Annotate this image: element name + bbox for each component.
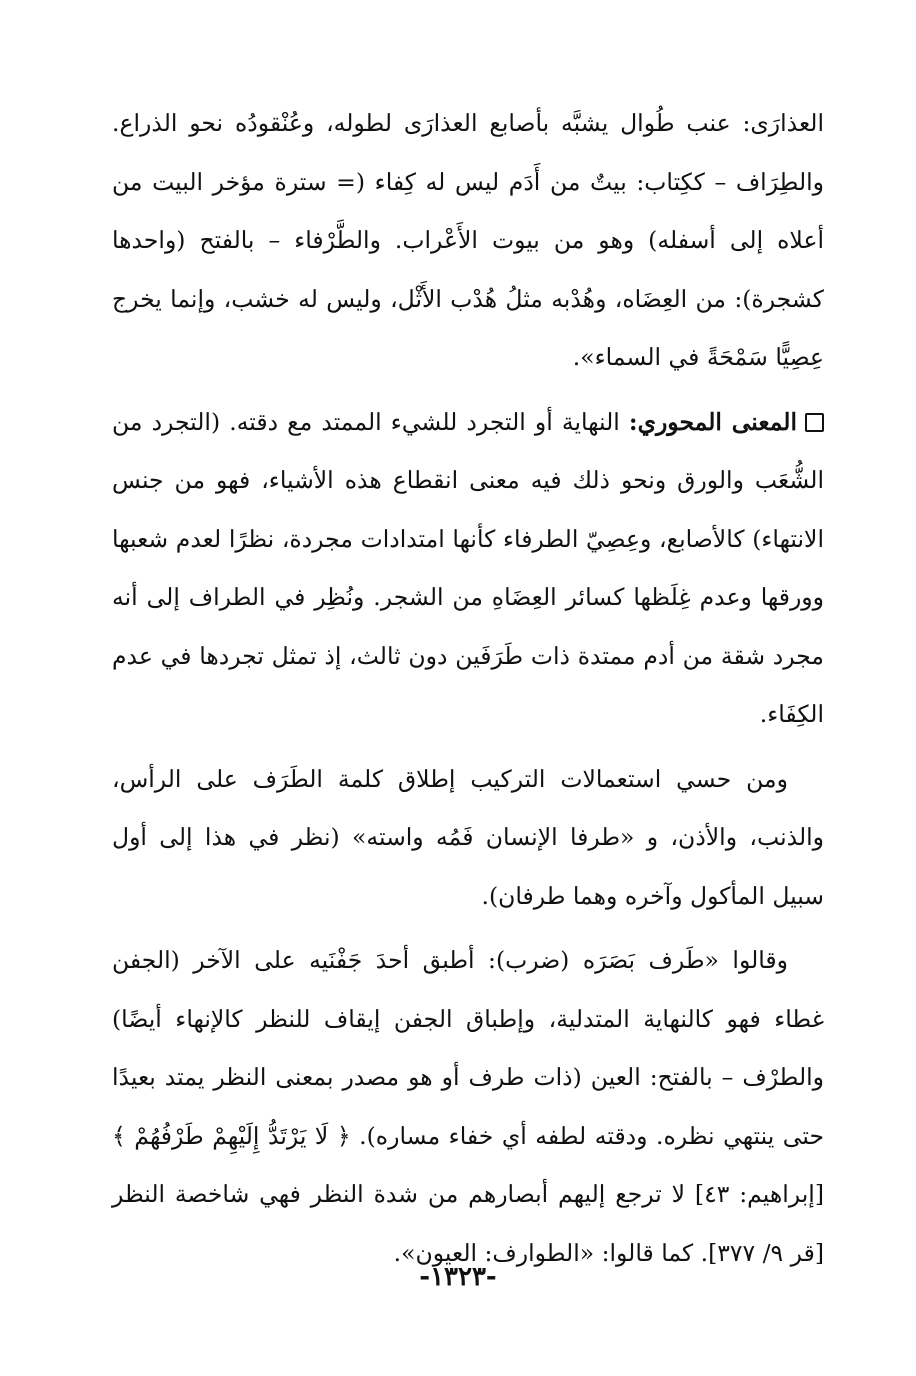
paragraph-definitions: العذارَى: عنب طُوال يشبَّه بأصابع العذارَى لطوله، وعُنْقودُه نحو الذراع. والطِرَاف – ككِتاب: بيتٌ من أَدَم ليس له كِفاء (= سترة مؤخر البيت من أعلاه إلى أسفله) وهو من بيوت الأَعْراب. والطَّرْفاء – بالفتح (واحدها كشجرة): من العِضَاه، وهُدْبه مثلُ هُدْب الأَثْل، وليس له خشب، وإنما يخرج عِصِيًّا سَمْحَةً في السماء». [112,109,824,371]
page-number: -١٣٢٣- [419,1262,497,1292]
paragraph-sensory-usage: ومن حسي استعمالات التركيب إطلاق كلمة الطَرَف على الرأس، والذنب، والأذن، و «طرفا الإنسان فَمُه واسته» (نظر في هذا إلى أول سبيل المأكول وآخره وهما طرفان). [112,764,824,910]
document-body [112,94,824,1282]
paragraph-eye-usage: وقالوا «طَرف بَصَرَه (ضرب): أطبق أحدَ جَفْنَيه على الآخر (الجفن غطاء فهو كالنهاية المتدلية، وإطباق الجفن إيقاف للنظر كالإنهاء أيضًا) والطرْف – بالفتح: العين (ذات طرف أو هو مصدر بمعنى النظر يمتد بعيدًا حتى ينتهي نظره. ودقته لطفه أي خفاء مساره). ﴿ لَا يَرْتَدُّ إِلَيْهِمْ طَرْفُهُمْ ﴾ [إبراهيم: ٤٣] لا ترجع إليهم أبصارهم من شدة النظر فهي شاخصة النظر [قر ٩/ ٣٧٧]. كما قالوا: «الطوارف: العيون». [112,946,824,1267]
paragraph-core-meaning [112,393,824,744]
core-meaning-text: النهاية أو التجرد للشيء الممتد مع دقته. (التجرد من الشُّعَب والورق ونحو ذلك فيه معنى انقطاع هذه الأشياء، فهو من جنس الانتهاء) كالأصابع، وعِصِيّ الطرفاء كأنها امتدادات مجردة، نظرًا لعدم شعبها وورقها وعدم غِلَظها كسائر العِضَاهِ من الشجر. ونُظِر في الطراف إلى أنه مجرد شقة من أدم ممتدة ذات طَرَفَين دون ثالث، إذ تمثل تجردها في عدم الكِفَاء. [112,407,824,728]
square-bullet-icon [805,413,824,432]
core-meaning-label: المعنى المحوري: [628,407,797,436]
